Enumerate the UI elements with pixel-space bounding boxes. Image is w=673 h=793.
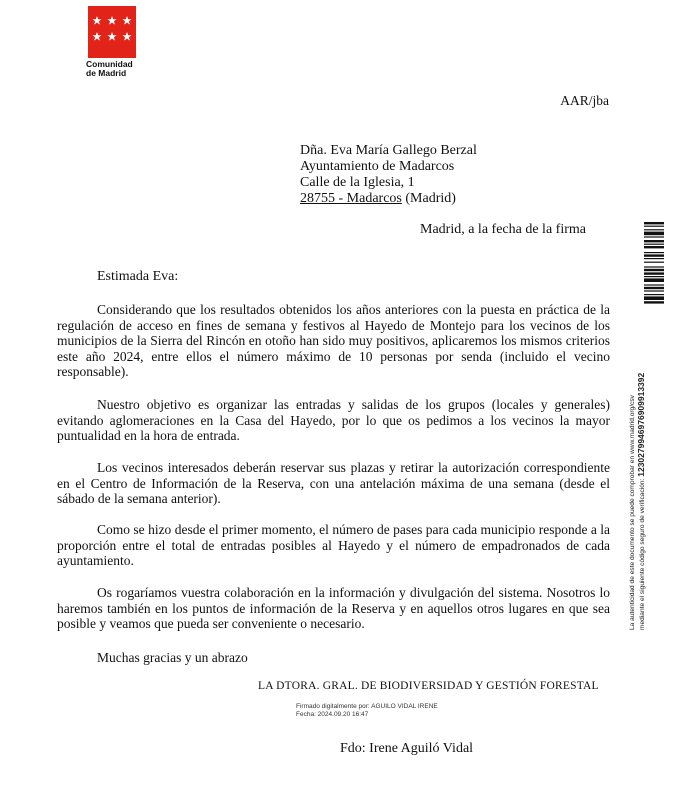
barcode-bar xyxy=(644,246,664,248)
barcode-bar xyxy=(644,287,664,289)
comunidad-de-madrid-logo xyxy=(88,6,136,58)
body-paragraph: Los vecinos interesados deberán reservar sus plazas y retirar la autorización correspondiente en el Centro de Información de la Reserva, con una antelación máxima de una semana (desde el sábado de la semana anterior). xyxy=(57,460,610,507)
digital-signature-line-2: Fecha: 2024.09.20 16:47 xyxy=(296,711,369,718)
recipient-city-line xyxy=(300,191,477,207)
barcode-bar xyxy=(644,244,664,245)
recipient-street: Calle de la Iglesia, 1 xyxy=(300,175,415,190)
barcode-bar xyxy=(644,272,664,274)
barcode-bar xyxy=(644,290,664,291)
logo-line-1: Comunidad xyxy=(86,59,133,69)
recipient-name: Dña. Eva María Gallego Berzal xyxy=(300,143,477,158)
verification-text xyxy=(629,330,647,630)
closing: Muchas gracias y un abrazo xyxy=(97,650,248,665)
verification-sidebar xyxy=(629,330,669,630)
barcode-bar xyxy=(644,229,664,230)
logo-text xyxy=(86,60,133,78)
body-paragraph: Considerando que los resultados obtenidos los años anteriores con la puesta en práctica de la regulación de acceso en fines de semana y festivos al Hayedo de Montejo para los vecinos de los municipios de la Sierra del Rincón en otoño han sido muy positivos, aplicaremos los mismos criterios este año 2024, entre ellos el número máximo de 10 personas por senda (incluido el vecino responsable). xyxy=(57,302,610,380)
verification-line-1: La autenticidad de este documento se puede comprobar en www.madrid.org/csv xyxy=(629,395,636,630)
reference-code: AAR/jba xyxy=(560,93,609,108)
digital-signature-line-1: Firmado digitalmente por: AGUILO VIDAL IRENE xyxy=(296,703,438,710)
barcode-bar xyxy=(644,278,664,282)
recipient-postal: 28755 - Madarcos xyxy=(300,191,402,206)
barcode-bar xyxy=(644,276,664,277)
barcode-bar xyxy=(644,222,664,224)
body-paragraph: Os rogaríamos vuestra colaboración en la información y divulgación del sistema. Nosotros lo haremos también en los puntos de información de la Reserva y en aquellos otros lugares en que sea posible y veamos que pueda ser conveniente o necesario. xyxy=(57,585,610,632)
barcode xyxy=(644,222,664,330)
signature-name: Fdo: Irene Aguiló Vidal xyxy=(340,741,474,756)
verification-label: mediante el siguiente código seguro de verificación: xyxy=(639,478,647,630)
barcode-bar xyxy=(644,240,664,242)
verification-code: 1230279946976909913392 xyxy=(636,372,647,477)
barcode-bar xyxy=(644,254,664,256)
greeting: Estimada Eva: xyxy=(97,269,179,284)
signer-title: LA DTORA. GRAL. DE BIODIVERSIDAD Y GESTIÓN FORESTAL xyxy=(258,680,599,692)
barcode-bar xyxy=(644,232,664,236)
date-line: Madrid, a la fecha de la firma xyxy=(420,222,586,237)
stars-icon xyxy=(88,6,136,58)
barcode-bar xyxy=(644,252,664,253)
verification-line-2 xyxy=(637,330,647,630)
digital-signature-stamp xyxy=(296,703,438,719)
recipient-organization: Ayuntamiento de Madarcos xyxy=(300,159,455,174)
barcode-bar xyxy=(644,266,664,267)
body-paragraph: Nuestro objetivo es organizar las entradas y salidas de los grupos (locales y generales) evitando aglomeraciones en la Casa del Hayedo, por lo que os pedimos a los vecinos la mayor puntualidad en la hora de entrada. xyxy=(57,397,610,444)
barcode-bar xyxy=(644,284,664,285)
recipient-province: (Madrid) xyxy=(405,191,456,206)
barcode-bar xyxy=(644,262,664,263)
barcode-bar xyxy=(644,294,664,295)
barcode-bar xyxy=(644,258,664,259)
recipient-address xyxy=(300,143,477,207)
barcode-bar xyxy=(644,296,664,300)
logo-line-2: de Madrid xyxy=(86,68,127,78)
body-paragraph: Como se hizo desde el primer momento, el número de pases para cada municipio responde a la proporción entre el total de entradas posibles al Hayedo y el número de empadronados de cada ayuntamiento. xyxy=(57,522,610,569)
barcode-bar xyxy=(644,236,664,237)
barcode-bar xyxy=(644,226,664,227)
barcode-bar xyxy=(644,301,664,303)
barcode-bar xyxy=(644,269,664,271)
